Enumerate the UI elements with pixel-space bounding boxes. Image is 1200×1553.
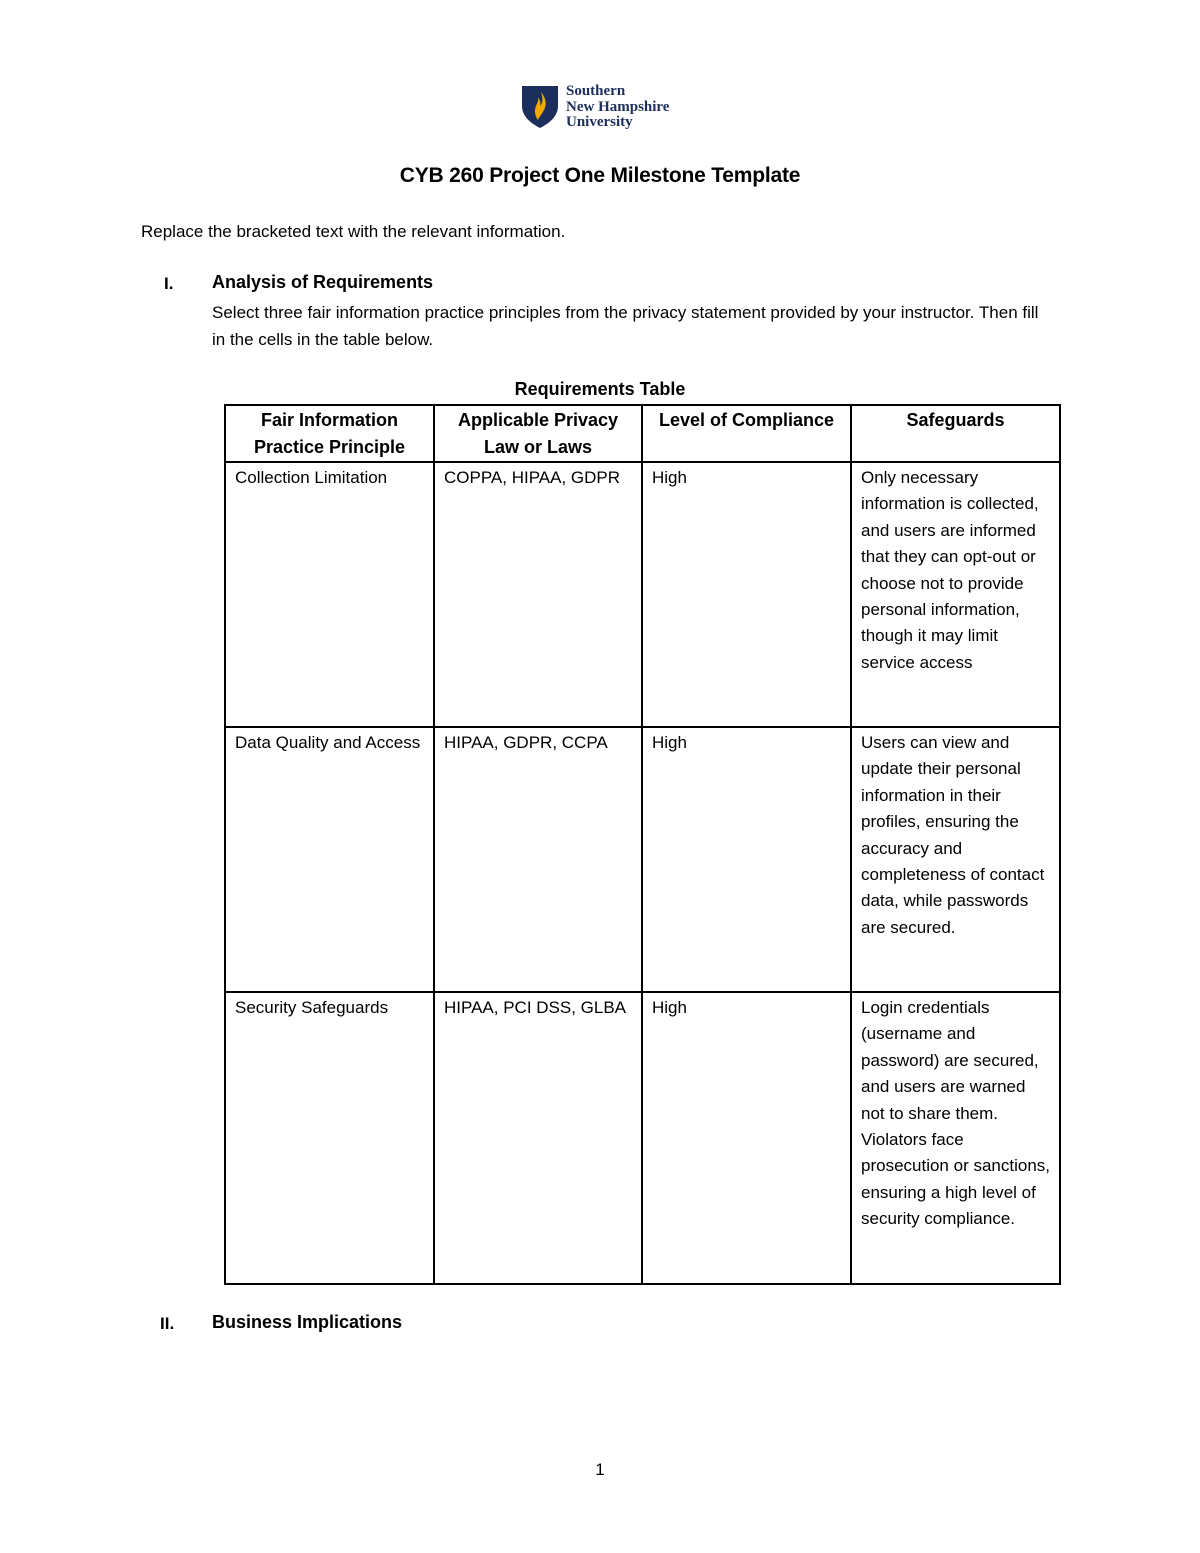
requirements-table bbox=[224, 404, 1061, 1285]
cell-principle: Data Quality and Access bbox=[225, 727, 434, 992]
section-1-number: I. bbox=[164, 274, 174, 293]
header-safeguards: Safeguards bbox=[851, 405, 1060, 462]
logo-line-2: New Hampshire bbox=[566, 98, 670, 115]
cell-safeguards: Users can view and update their personal information in their profiles, ensuring the accuracy and completeness of contact data, while passwords are secured. bbox=[851, 727, 1060, 992]
shield-flame-icon bbox=[520, 84, 560, 130]
cell-compliance: High bbox=[642, 992, 851, 1284]
page-number: 1 bbox=[595, 1460, 605, 1479]
header-compliance: Level of Compliance bbox=[642, 405, 851, 462]
cell-laws: HIPAA, GDPR, CCPA bbox=[434, 727, 642, 992]
table-row bbox=[225, 462, 1060, 727]
cell-safeguards: Login credentials (username and password) are secured, and users are warned not to share them. Violators face prosecution or sanctions, ensuring a high level of security compliance. bbox=[851, 992, 1060, 1284]
header-principle: Fair Information Practice Principle bbox=[225, 405, 434, 462]
logo-wordmark bbox=[566, 84, 669, 131]
table-header-row bbox=[225, 405, 1060, 462]
university-logo bbox=[520, 84, 669, 131]
section-2-number: II. bbox=[160, 1314, 175, 1333]
cell-compliance: High bbox=[642, 727, 851, 992]
section-2-heading: Business Implications bbox=[212, 1312, 403, 1332]
table-row bbox=[225, 992, 1060, 1284]
cell-principle: Collection Limitation bbox=[225, 462, 434, 727]
cell-laws: HIPAA, PCI DSS, GLBA bbox=[434, 992, 642, 1284]
logo-line-3: University bbox=[566, 114, 633, 130]
section-1-heading: Analysis of Requirements bbox=[212, 272, 434, 292]
table-caption: Requirements Table bbox=[514, 379, 686, 399]
cell-safeguards: Only necessary information is collected, and users are informed that they can opt-out or choose not to provide personal information, though it may limit service access bbox=[851, 462, 1060, 727]
document-title: CYB 260 Project One Milestone Template bbox=[399, 164, 801, 187]
logo-line-1: Southern bbox=[566, 83, 626, 99]
table-row bbox=[225, 727, 1060, 992]
cell-compliance: High bbox=[642, 462, 851, 727]
intro-text: Replace the bracketed text with the relevant information. bbox=[141, 222, 566, 241]
header-laws: Applicable Privacy Law or Laws bbox=[434, 405, 642, 462]
cell-laws: COPPA, HIPAA, GDPR bbox=[434, 462, 642, 727]
cell-principle: Security Safeguards bbox=[225, 992, 434, 1284]
section-1-body: Select three fair information practice principles from the privacy statement provided by your instructor. Then fill in the cells in the table below. bbox=[212, 303, 1039, 349]
